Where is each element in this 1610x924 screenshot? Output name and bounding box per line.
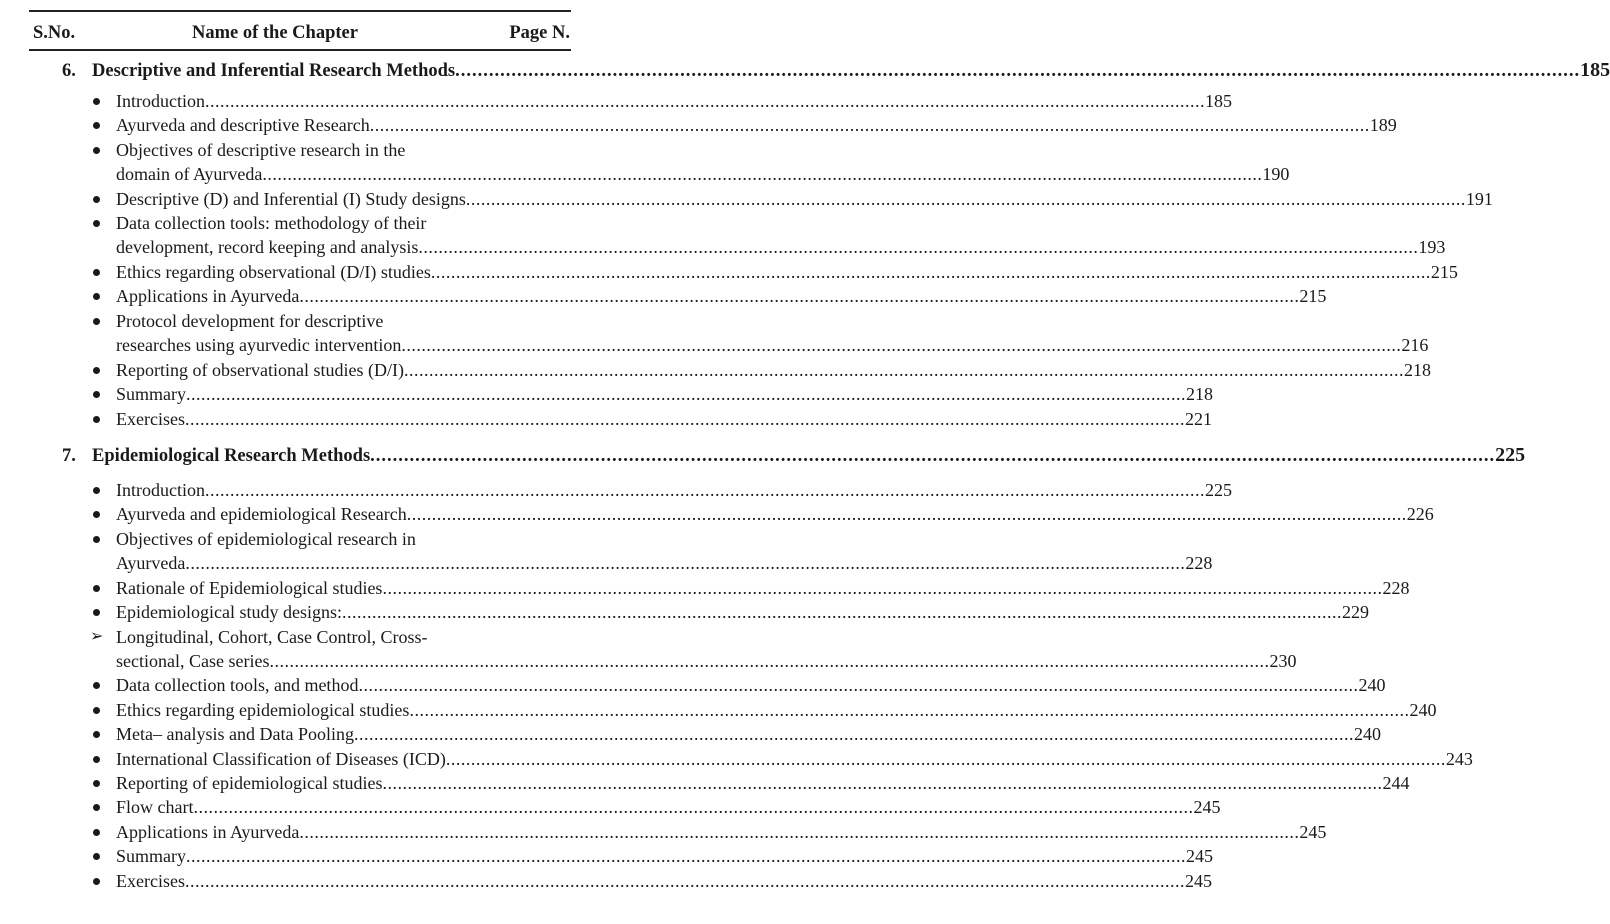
- entry-title: researches using ayurvedic intervention: [116, 335, 402, 355]
- entry-title: Meta– analysis and Data Pooling: [116, 724, 354, 745]
- toc-entry[interactable]: [90, 358, 1431, 382]
- toc-entry[interactable]: [90, 673, 1386, 697]
- dot-leader: ........................................................................................................................................................................................................: [445, 748, 1446, 769]
- entry-page-number: 244: [1382, 773, 1410, 793]
- entry-title: Applications in Ayurveda: [116, 286, 300, 307]
- dot-leader: ........................................................................................................................................................................................................: [409, 699, 1410, 720]
- entry-title: International Classification of Diseases (ICD): [116, 748, 446, 769]
- dot-leader: ........................................................................................................................................................................................................: [455, 61, 1581, 81]
- toc-entry[interactable]: [90, 625, 1297, 673]
- entry-title: Ayurveda and epidemiological Research: [116, 504, 407, 525]
- arrow-bullet-icon: ➢: [90, 627, 104, 645]
- dot-leader: ........................................................................................................................................................................................................: [299, 821, 1300, 842]
- toc-entry[interactable]: [90, 502, 1434, 526]
- entry-page-number: 240: [1358, 675, 1386, 696]
- toc-entry[interactable]: [90, 600, 1369, 624]
- chapter-title: Epidemiological Research Methods: [92, 446, 371, 466]
- entry-page-number: 229: [1341, 602, 1369, 623]
- dot-leader: ........................................................................................................................................................................................................: [204, 480, 1205, 500]
- dot-leader: ........................................................................................................................................................................................................: [184, 408, 1185, 429]
- dot-leader: ........................................................................................................................................................................................................: [401, 335, 1402, 355]
- entry-text-line1: Objectives of descriptive research in the: [116, 139, 406, 160]
- entry-page-number: 240: [1409, 699, 1437, 720]
- dot-leader: ........................................................................................................................................................................................................: [204, 91, 1205, 111]
- toc-entry[interactable]: [90, 722, 1381, 746]
- dot-leader: ........................................................................................................................................................................................................: [299, 286, 1300, 307]
- toc-entry[interactable]: [90, 211, 1446, 259]
- entry-title: Introduction: [116, 480, 205, 500]
- entry-title: Reporting of observational studies (D/I): [116, 359, 404, 380]
- entry-title: Exercises: [116, 870, 185, 891]
- dot-leader: ........................................................................................................................................................................................................: [382, 577, 1383, 598]
- dot-leader: ........................................................................................................................................................................................................: [358, 675, 1359, 696]
- toc-entry[interactable]: [90, 478, 1232, 502]
- toc-entry[interactable]: [90, 820, 1327, 844]
- entry-page-number: 225: [1204, 480, 1232, 500]
- entry-title: Epidemiological study designs:: [116, 602, 342, 623]
- entry-page-number: 191: [1465, 188, 1493, 209]
- dot-leader: ........................................................................................................................................................................................................: [403, 359, 1404, 380]
- entry-title: Summary: [116, 384, 186, 405]
- entry-text-line1: Data collection tools: methodology of their: [116, 213, 427, 234]
- entry-page-number: 240: [1353, 724, 1381, 745]
- chapter-title: Descriptive and Inferential Research Methods: [92, 61, 456, 81]
- toc-entry[interactable]: [90, 576, 1410, 600]
- entry-page-number: 185: [1204, 91, 1232, 111]
- dot-leader: ........................................................................................................................................................................................................: [418, 237, 1419, 258]
- toc-entry[interactable]: [90, 844, 1213, 868]
- entry-page-number: 226: [1406, 504, 1434, 525]
- chapter-page-number: 185: [1580, 59, 1610, 81]
- entry-page-number: 245: [1299, 821, 1327, 842]
- chapter-number: 7.: [62, 446, 76, 466]
- dot-leader: ........................................................................................................................................................................................................: [186, 384, 1186, 405]
- dot-leader: ........................................................................................................................................................................................................: [430, 262, 1431, 282]
- toc-entry[interactable]: [90, 771, 1410, 795]
- entry-title: Ethics regarding epidemiological studies: [116, 699, 410, 720]
- entry-text-line1: Protocol development for descriptive: [116, 310, 384, 331]
- dot-leader: ........................................................................................................................................................................................................: [341, 602, 1342, 623]
- dot-leader: ........................................................................................................................................................................................................: [262, 164, 1263, 184]
- entry-title: Summary: [116, 846, 186, 867]
- entry-page-number: 216: [1401, 335, 1429, 355]
- entry-title: Data collection tools, and method: [116, 675, 359, 696]
- toc-entry[interactable]: [90, 869, 1212, 893]
- top-rule: [29, 10, 571, 12]
- dot-leader: ........................................................................................................................................................................................................: [369, 115, 1370, 136]
- column-header-sno: S.No.: [33, 23, 76, 43]
- toc-entry[interactable]: [90, 795, 1221, 819]
- column-header-page: Page N.: [509, 23, 570, 43]
- entry-title: Ethics regarding observational (D/I) studies: [116, 262, 431, 282]
- chapter-heading[interactable]: [62, 443, 1526, 468]
- header-rule: [29, 49, 571, 51]
- entry-page-number: 215: [1430, 262, 1458, 282]
- entry-title: Flow chart: [116, 797, 194, 818]
- dot-leader: ........................................................................................................................................................................................................: [269, 650, 1270, 671]
- toc-entry[interactable]: [90, 698, 1437, 722]
- dot-leader: ........................................................................................................................................................................................................: [184, 870, 1185, 891]
- toc-entry[interactable]: [90, 89, 1232, 113]
- dot-leader: ........................................................................................................................................................................................................: [370, 446, 1496, 466]
- entry-page-number: 193: [1418, 237, 1446, 258]
- toc-entry[interactable]: [90, 284, 1327, 308]
- entry-title: Reporting of epidemiological studies: [116, 773, 383, 793]
- entry-title: Exercises: [116, 408, 185, 429]
- entry-title: Ayurveda: [116, 553, 186, 573]
- entry-page-number: 189: [1369, 115, 1397, 136]
- entry-page-number: 228: [1185, 553, 1213, 573]
- dot-leader: ........................................................................................................................................................................................................: [465, 188, 1466, 209]
- entry-title: Descriptive (D) and Inferential (I) Study designs: [116, 188, 466, 209]
- entry-text-line1: Objectives of epidemiological research in: [116, 528, 416, 549]
- entry-title: Introduction: [116, 91, 205, 111]
- toc-entry[interactable]: [90, 260, 1458, 284]
- entry-title: Rationale of Epidemiological studies: [116, 577, 383, 598]
- entry-page-number: 218: [1186, 384, 1213, 405]
- entry-title: Ayurveda and descriptive Research: [116, 115, 370, 136]
- entry-text-line1: Longitudinal, Cohort, Case Control, Cross-: [116, 626, 428, 647]
- dot-leader: ........................................................................................................................................................................................................: [353, 724, 1354, 745]
- dot-leader: ........................................................................................................................................................................................................: [193, 797, 1194, 818]
- entry-title: domain of Ayurveda: [116, 164, 263, 184]
- entry-title: Applications in Ayurveda: [116, 821, 300, 842]
- chapter-page-number: 225: [1495, 444, 1526, 466]
- entry-page-number: 245: [1186, 846, 1213, 867]
- entry-title: sectional, Case series: [116, 650, 270, 671]
- dot-leader: ........................................................................................................................................................................................................: [406, 504, 1407, 525]
- entry-page-number: 230: [1269, 650, 1297, 671]
- dot-leader: ........................................................................................................................................................................................................: [382, 773, 1383, 793]
- dot-leader: ........................................................................................................................................................................................................: [185, 553, 1186, 573]
- entry-page-number: 245: [1184, 870, 1212, 891]
- column-header-chapter-name: Name of the Chapter: [192, 23, 358, 43]
- toc-entry[interactable]: [90, 309, 1429, 357]
- entry-page-number: 218: [1403, 359, 1431, 380]
- toc-entry[interactable]: [90, 113, 1397, 137]
- toc-entry[interactable]: [90, 527, 1213, 575]
- toc-entry[interactable]: [90, 747, 1473, 771]
- entry-page-number: 245: [1193, 797, 1221, 818]
- chapter-number: 6.: [62, 61, 76, 81]
- entry-title: development, record keeping and analysis: [116, 237, 419, 258]
- toc-entry[interactable]: [90, 187, 1493, 211]
- toc-entry[interactable]: [90, 382, 1213, 406]
- entry-page-number: 215: [1299, 286, 1327, 307]
- entry-page-number: 243: [1445, 748, 1473, 769]
- entry-page-number: 221: [1184, 408, 1212, 429]
- entry-page-number: 190: [1262, 164, 1290, 184]
- chapter-heading[interactable]: [62, 58, 1610, 83]
- toc-entry[interactable]: [90, 138, 1290, 186]
- toc-entry[interactable]: [90, 407, 1212, 431]
- dot-leader: ........................................................................................................................................................................................................: [186, 846, 1186, 867]
- entry-page-number: 228: [1382, 577, 1410, 598]
